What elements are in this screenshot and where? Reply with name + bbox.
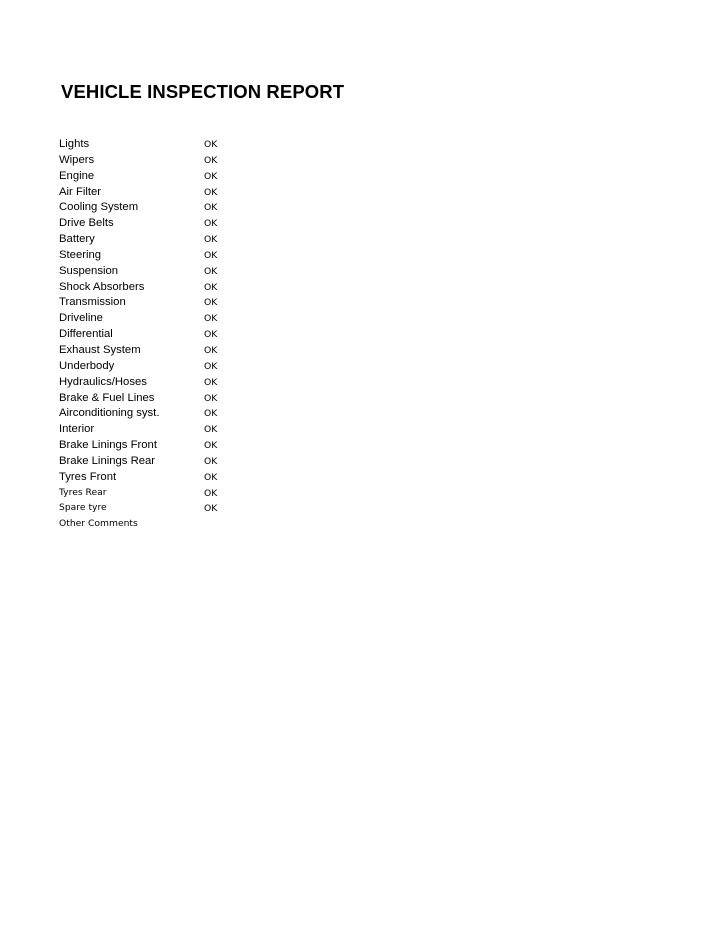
item-label: Cooling System — [59, 201, 139, 214]
inspection-item-hydraulics-hoses — [59, 374, 259, 390]
item-status: OK — [204, 487, 218, 499]
item-status: OK — [204, 376, 218, 388]
item-status: OK — [204, 297, 218, 309]
item-label: Other Comments — [59, 518, 138, 530]
inspection-item-brake-linings-rear — [59, 453, 259, 469]
item-status: OK — [204, 424, 218, 436]
inspection-item-lights — [59, 136, 259, 152]
item-label: Hydraulics/Hoses — [59, 375, 147, 388]
inspection-item-tyres-front — [59, 469, 259, 485]
item-label: Tyres Rear — [59, 486, 107, 498]
item-status: OK — [204, 154, 218, 166]
item-label: Engine — [59, 169, 95, 182]
inspection-item-tyres-rear — [59, 485, 259, 501]
inspection-item-shock-absorbers — [59, 279, 259, 295]
item-label: Exhaust System — [59, 343, 141, 356]
inspection-item-battery — [59, 231, 259, 247]
inspection-item-drive-belts — [59, 215, 259, 231]
item-status: OK — [204, 281, 218, 293]
inspection-item-interior — [59, 421, 259, 437]
item-status: OK — [204, 313, 218, 325]
item-label: Transmission — [59, 296, 126, 309]
item-label: Differential — [59, 328, 113, 341]
item-status: OK — [204, 139, 218, 150]
inspection-item-wipers — [59, 152, 259, 168]
item-label: Brake Linings Rear — [59, 454, 156, 467]
inspection-items-list — [59, 136, 259, 532]
inspection-item-steering — [59, 247, 259, 263]
inspection-item-suspension — [59, 263, 259, 279]
item-label: Brake & Fuel Lines — [59, 391, 155, 404]
inspection-item-underbody — [59, 358, 259, 374]
item-status: OK — [204, 408, 218, 420]
item-status: OK — [204, 249, 218, 261]
item-label: Drive Belts — [59, 217, 114, 230]
inspection-item-cooling-system — [59, 199, 259, 215]
item-label: Suspension — [59, 264, 119, 277]
item-status: OK — [204, 392, 218, 404]
item-status: OK — [204, 455, 218, 467]
item-status: OK — [204, 344, 218, 356]
item-status: OK — [204, 329, 218, 341]
inspection-item-spare-tyre — [59, 500, 259, 516]
item-label: Driveline — [59, 312, 103, 325]
inspection-item-airconditioning — [59, 405, 259, 421]
item-status: OK — [204, 234, 218, 246]
item-status: OK — [204, 360, 218, 372]
inspection-item-driveline — [59, 310, 259, 326]
item-label: Wipers — [59, 153, 95, 166]
item-label: Tyres Front — [59, 470, 117, 483]
item-status: OK — [204, 471, 218, 483]
inspection-item-engine — [59, 168, 259, 184]
item-status: OK — [204, 170, 218, 182]
item-status: OK — [204, 202, 218, 214]
inspection-item-brake-linings-front — [59, 437, 259, 453]
item-status: OK — [204, 503, 218, 515]
item-label: Steering — [59, 248, 102, 261]
inspection-item-other-comments — [59, 516, 259, 532]
item-label: Underbody — [59, 359, 115, 372]
item-status: OK — [204, 218, 218, 230]
item-label: Battery — [59, 233, 95, 246]
inspection-item-brake-fuel-lines — [59, 390, 259, 406]
item-label: Lights — [59, 138, 90, 150]
inspection-item-exhaust-system — [59, 342, 259, 358]
inspection-item-air-filter — [59, 184, 259, 200]
item-label: Brake Linings Front — [59, 439, 157, 452]
item-label: Spare tyre — [59, 502, 107, 514]
item-label: Shock Absorbers — [59, 280, 145, 293]
inspection-item-transmission — [59, 294, 259, 310]
inspection-item-differential — [59, 326, 259, 342]
item-status: OK — [204, 440, 218, 452]
item-status: OK — [204, 265, 218, 277]
report-title: VEHICLE INSPECTION REPORT — [61, 81, 345, 102]
item-label: Air Filter — [59, 185, 102, 198]
item-status: OK — [204, 186, 218, 198]
item-label: Airconditioning syst. — [59, 407, 160, 420]
item-label: Interior — [59, 423, 95, 436]
